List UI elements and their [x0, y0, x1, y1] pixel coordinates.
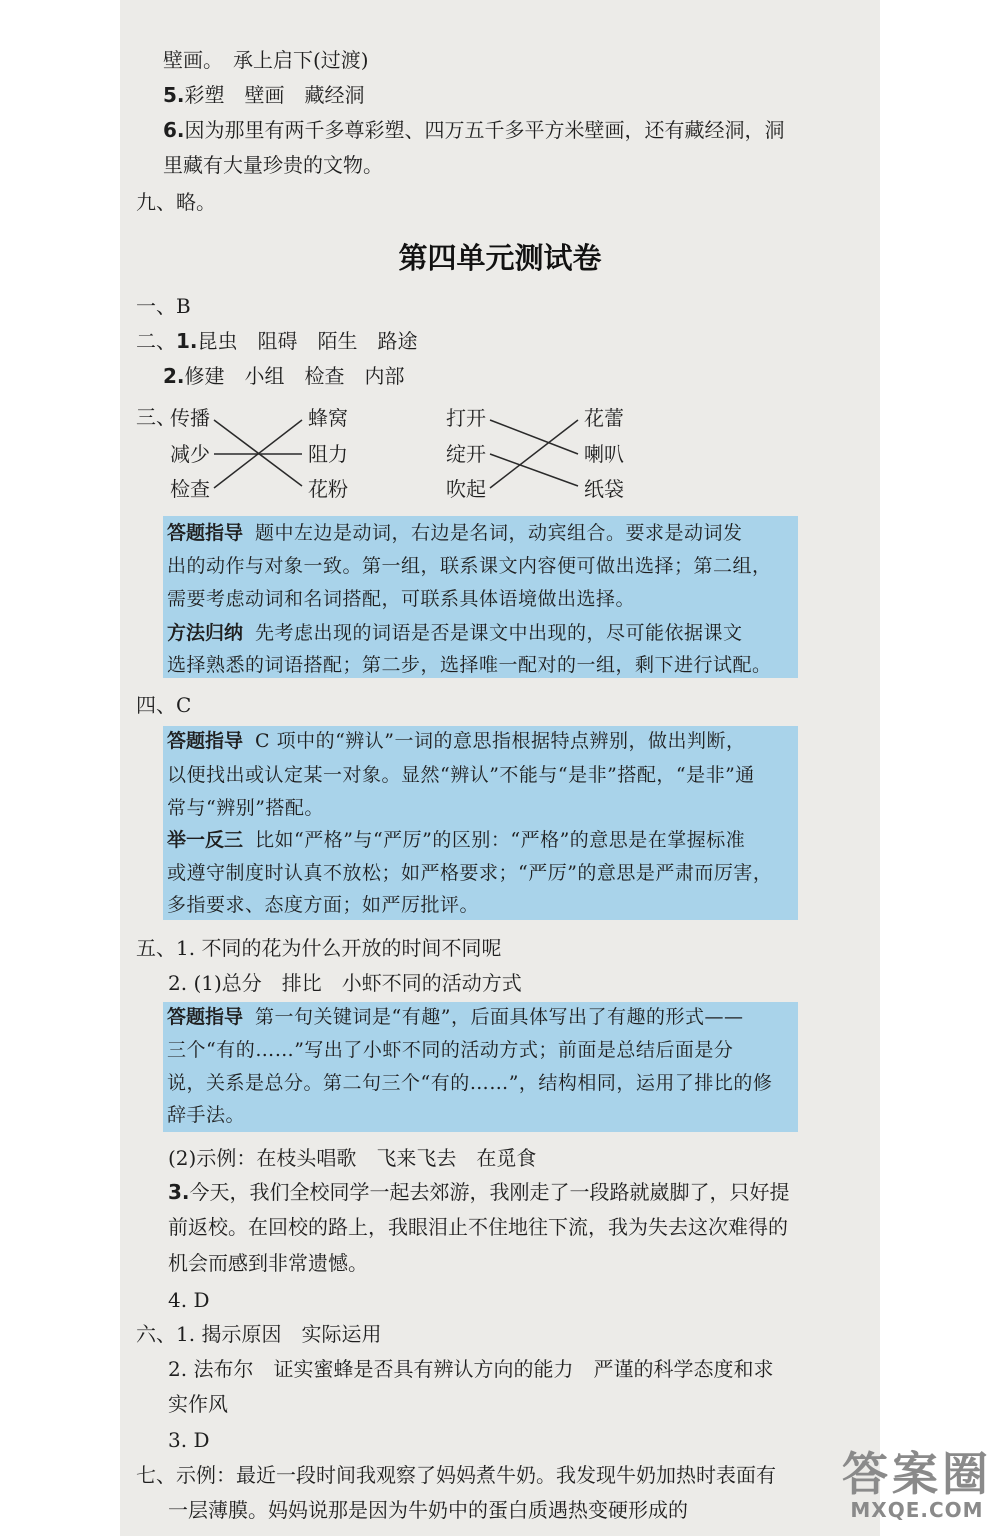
- answer-1: 一、B: [136, 294, 191, 318]
- answer-4: 四、C: [136, 693, 192, 717]
- watermark-url: MXQE.COM: [850, 1498, 984, 1522]
- answer-7: 七、示例：最近一段时间我观察了妈妈煮牛奶。我发现牛奶加热时表面有: [136, 1463, 776, 1487]
- answer-5-3: 3.今天，我们全校同学一起去郊游，我刚走了一段路就崴脚了，只好提: [168, 1180, 790, 1204]
- match-left-verb: 传播: [170, 406, 210, 430]
- tip-box: 答题指导 题中左边是动词，右边是名词，动宾组合。要求是动词发 出的动作与对象一致。第一组，联系课文内容便可做出选择；第二组， 需要考虑动词和名词搭配，可联系具体语境做出选择。 方法归纳 先考虑出现的词语是否是课文中出现的，尽可能依据课文 选择熟悉的词语搭配；第二步，选择唯一配对的一组，剩下进行试配。: [163, 516, 798, 678]
- text-line: 6.因为那里有两千多尊彩塑、四万五千多平方米壁画，还有藏经洞，洞: [163, 118, 785, 142]
- match-left-verb: 检查: [170, 477, 210, 501]
- text-line: 前返校。在回校的路上，我眼泪止不住地往下流，我为失去这次难得的: [168, 1215, 788, 1239]
- match-right-verb: 绽开: [446, 442, 486, 466]
- answer-2-1: 二、1.昆虫 阻碍 陌生 路途: [136, 329, 418, 353]
- tip-box: 答题指导 第一句关键词是“有趣”，后面具体写出了有趣的形式—— 三个“有的……”写出了小虾不同的活动方式；前面是总结后面是分 说，关系是总分。第二句三个“有的……”，结构相同，运用了排比的修 辞手法。: [163, 1002, 798, 1132]
- answer-6-2: 2. 法布尔 证实蜜蜂是否具有辨认方向的能力 严谨的科学态度和求: [168, 1357, 774, 1381]
- tip-box: 答题指导 C 项中的“辨认”一词的意思指根据特点辨别，做出判断， 以便找出或认定某一对象。显然“辨认”不能与“是非”搭配，“是非”通 常与“辨别”搭配。 举一反三 比如“严格”与“严厉”的区别：“严格”的意思是在掌握标准 或遵守制度时认真不放松；如严格要求；“严厉”的意思是严肃而厉害， 多指要求、态度方面；如严厉批评。: [163, 726, 798, 920]
- answer-5-2: 2. (1)总分 排比 小虾不同的活动方式: [168, 971, 522, 995]
- text-line: 机会而感到非常遗憾。: [168, 1251, 368, 1275]
- watermark-logo-text: 答案圈: [842, 1447, 992, 1501]
- answer-5-1: 五、1. 不同的花为什么开放的时间不同呢: [136, 936, 502, 960]
- section-title: 第四单元测试卷: [398, 241, 602, 275]
- match-left-noun: 阻力: [308, 442, 348, 466]
- match-left-verb: 减少: [170, 442, 210, 466]
- answer-6-1: 六、1. 揭示原因 实际运用: [136, 1322, 382, 1346]
- text-line: 实作风: [168, 1392, 228, 1416]
- text-line: 一层薄膜。妈妈说那是因为牛奶中的蛋白质遇热变硬形成的: [168, 1498, 688, 1522]
- answer-6-3: 3. D: [168, 1428, 210, 1452]
- match-right-noun: 花蕾: [584, 406, 624, 430]
- text-line: 5.彩塑 壁画 藏经洞: [163, 83, 365, 107]
- site-watermark: [842, 1447, 992, 1522]
- text-line: 九、略。: [136, 190, 216, 214]
- match-right-verb: 打开: [446, 406, 486, 430]
- match-right-verb: 吹起: [446, 477, 486, 501]
- answer-5-4: 4. D: [168, 1288, 210, 1312]
- match-right-noun: 纸袋: [584, 477, 624, 501]
- text-line: 壁画。 承上启下(过渡): [163, 48, 369, 72]
- match-left-noun: 蜂窝: [308, 406, 348, 430]
- answer-3-label: 三、: [136, 405, 176, 429]
- answer-5-2b: (2)示例：在枝头唱歌 飞来飞去 在觅食: [168, 1146, 537, 1170]
- match-left-noun: 花粉: [308, 477, 348, 501]
- match-right-noun: 喇叭: [584, 442, 624, 466]
- text-line: 里藏有大量珍贵的文物。: [163, 153, 383, 177]
- answer-2-2: 2.修建 小组 检查 内部: [163, 364, 405, 388]
